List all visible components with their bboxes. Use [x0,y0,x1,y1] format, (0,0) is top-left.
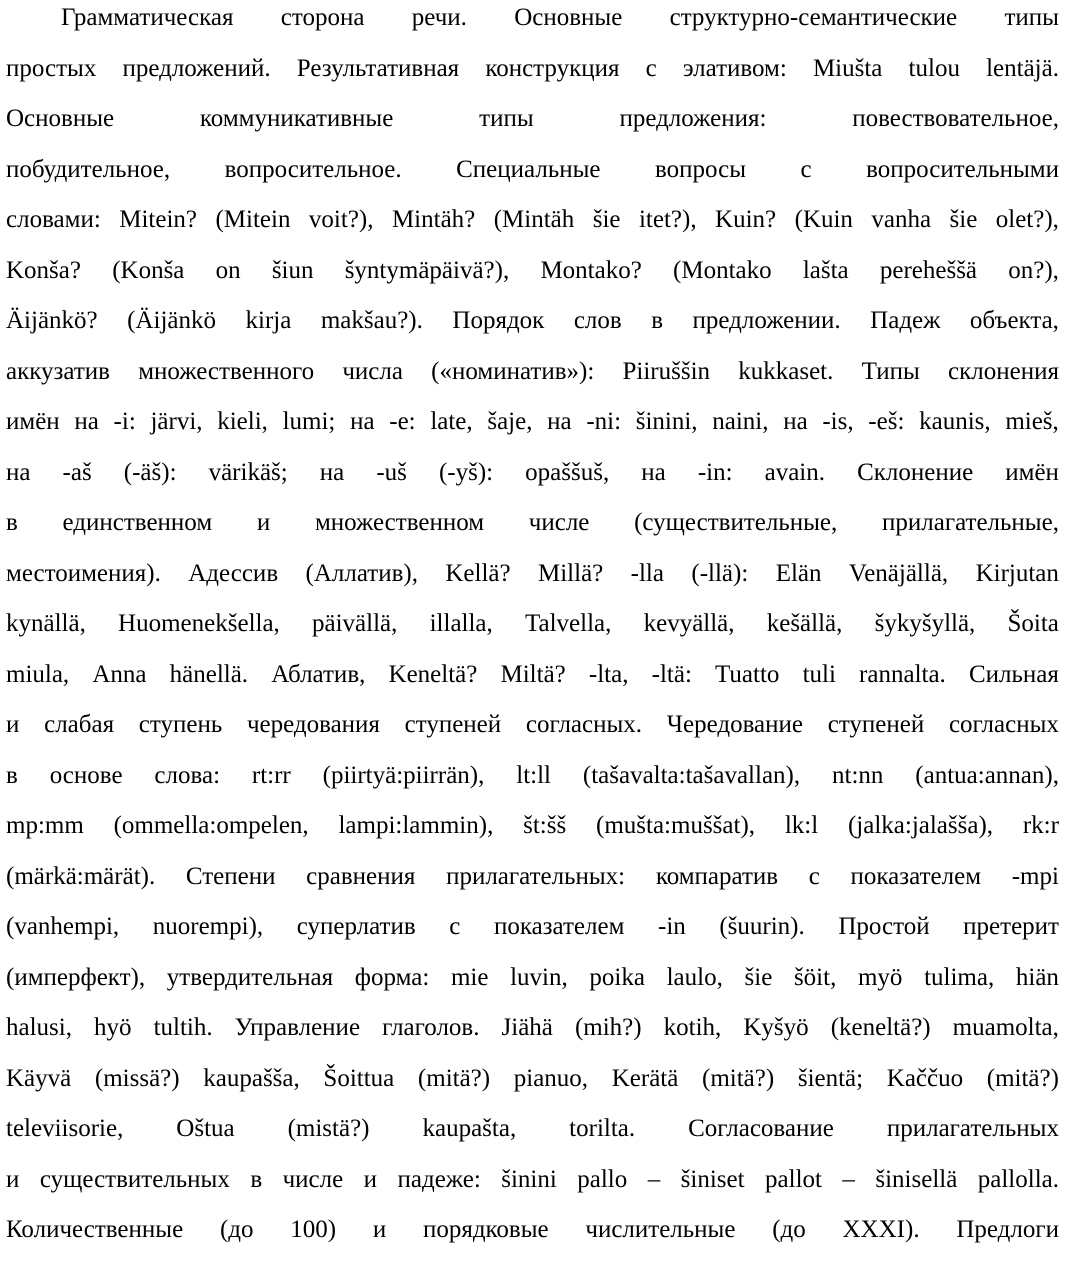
word: на [350,408,375,435]
word: (-äš): [123,458,177,486]
word: прилагательные, [881,509,1059,536]
word: предложения: [619,105,767,132]
word: -aš [62,458,92,486]
word: pallo [577,1165,628,1193]
word: mieš, [1005,408,1059,435]
word: элативом: [682,54,787,82]
text-line [6,354,1059,405]
word: в [250,1165,263,1193]
word: (до [772,1216,806,1243]
word: вопросительными [866,155,1059,183]
word: št:šš [523,812,567,839]
word: šöit, [793,963,837,991]
word: существительных [39,1165,230,1193]
word: Kirjutan [975,559,1059,587]
word: luvin, [510,963,568,991]
word: mie [450,963,489,991]
text-line [6,1212,1059,1263]
word: halusi, [6,1014,72,1041]
word: hiän [1015,963,1059,991]
word: voit?), [308,206,374,233]
word: lumi; [282,408,336,435]
word: (существительные, [634,509,838,536]
word: poika [589,963,645,991]
word: XXXI). [842,1216,920,1243]
word: Šoita [1007,610,1059,637]
text-line [6,1061,1059,1112]
word: Грамматическая [61,4,234,31]
word: (keneltä?) [830,1014,931,1041]
text-line [6,960,1059,1011]
word: kotih, [663,1014,722,1041]
word: -lla [630,559,664,587]
text-line [6,505,1059,556]
word: (Kuin [794,206,853,233]
word: Venäjällä, [848,559,949,587]
word: (mitä?) [702,1064,775,1092]
word: коммуникативные [199,105,394,132]
word: аккузатив [6,357,110,385]
word: -eš: [868,408,905,435]
word: rt:rr [251,761,291,789]
word: Miltä? [500,660,566,688]
word: lampi:lammin), [338,812,494,839]
word: tultih. [153,1014,213,1041]
word: šiniset [680,1165,745,1193]
word: предложений. [122,54,271,82]
word: naini, [712,408,769,435]
word: on [215,256,241,284]
word: (jalka:jalašša), [847,812,994,839]
word: Основные [6,105,115,132]
word: (piirtyä:piirrän), [322,761,485,789]
word: Основные [514,4,623,31]
word: miula, [6,660,70,688]
word: lentäjä. [986,54,1059,82]
word: ступеней [827,711,925,738]
word: tulou [908,54,960,82]
document-page [6,0,1059,1263]
word: kešällä, [766,610,843,637]
word: šinini, [635,408,698,435]
word: Адессив [188,559,279,587]
text-line [6,556,1059,607]
word: šie [744,963,773,991]
word: Mintäh? [391,206,476,233]
word: päivällä, [312,610,398,637]
word: -in [658,913,686,940]
word: падеже: [397,1165,481,1193]
word: Типы [861,357,920,385]
word: -in: [697,458,733,486]
text-line [6,808,1059,859]
word: с [808,862,820,890]
word: -ni: [586,408,622,435]
word: побудительное, [6,155,171,183]
word: (antua:annan), [915,761,1059,789]
word: сторона [280,4,365,31]
text-line [6,253,1059,304]
word: типы [1004,4,1059,31]
word: Согласование [688,1115,834,1142]
word: šiun [271,256,314,284]
word: 100) [290,1216,337,1243]
text-line [6,202,1059,253]
word: värikäš; [208,458,288,486]
word: (ommella:ompelen, [113,812,309,839]
word: речи. [411,4,467,31]
text-line [6,758,1059,809]
word: (-yš): [438,458,494,486]
text-line [6,152,1059,203]
text-line [6,606,1059,657]
word: kieli, [217,408,268,435]
word: сравнения [306,862,416,890]
word: Результативная [296,54,460,82]
word: Падеж [870,307,941,334]
word: имён [1005,458,1059,486]
word: muamolta, [952,1014,1059,1041]
word: mp:mm [6,812,84,839]
word: lk:l [784,812,819,839]
text-line [6,303,1059,354]
word: на [74,408,99,435]
word: показателем [850,862,982,890]
word: структурно-семантические [669,4,958,31]
word: (Konša [112,256,185,284]
word: Huomenekšella, [118,610,280,637]
word: на [547,408,572,435]
word: Äijänkö? [6,307,98,334]
word: -is, [822,408,854,435]
word: pallot [765,1165,822,1193]
word: объекта, [969,307,1059,334]
text-line [6,1010,1059,1061]
word: Kellä? [445,559,511,587]
word: televiisorie, [6,1115,124,1142]
word: Jiähä [501,1014,553,1041]
text-line [6,909,1059,960]
word: lašta [802,256,849,284]
word: компаратив [655,862,779,890]
word: kukkaset. [738,357,834,385]
word: и [256,509,271,536]
word: чередования [246,711,380,738]
text-line [6,0,1059,51]
word: множественном [314,509,485,536]
word: Kaččuo [886,1064,964,1092]
text-line [6,1111,1059,1162]
word: (Mitein [215,206,291,233]
word: основе [49,761,123,789]
word: ступеней [404,711,502,738]
word: Количественные [6,1216,184,1243]
word: Управление [234,1014,361,1041]
word: (Аллатив), [305,559,418,587]
word: Tuatto [715,660,780,688]
word: pallolla. [977,1165,1059,1193]
word: числительные [585,1216,736,1243]
word: (mih?) [574,1014,642,1041]
word: avain. [764,458,825,486]
word: показателем [493,913,625,940]
word: myö [857,963,903,991]
word: Millä? [538,559,604,587]
word: (vanhempi, [6,913,120,940]
word: и [372,1216,387,1243]
word: -uš [376,458,407,486]
word: слабая [44,711,115,738]
word: (имперфект), [6,963,146,991]
word: šyntymäpäivä?), [344,256,510,284]
text-line [6,404,1059,455]
word: прилагательных [886,1115,1059,1142]
word: laulo, [666,963,723,991]
word: Специальные [456,155,601,183]
word: -mpi [1011,862,1059,890]
word: -ltä: [651,660,692,688]
word: повествовательное, [852,105,1059,132]
word: форма: [354,963,430,991]
word: (missä?) [94,1064,180,1092]
word: šaje, [487,408,533,435]
word: lt:ll [516,761,551,789]
word: makšau?). [320,307,423,334]
text-line [6,51,1059,102]
word: на [783,408,808,435]
word: – [647,1165,661,1193]
word: Чередование [666,711,804,738]
word: типы [479,105,534,132]
word: (šuurin). [719,913,805,940]
word: простых [6,54,97,82]
word: Konša? [6,256,81,284]
word: itet?), [638,206,697,233]
word: на [6,458,31,486]
word: opaššuš, [525,458,610,486]
word: числа [342,357,403,385]
word: Kyšyö [743,1014,809,1041]
word: Порядок [452,307,545,334]
word: (mitä?) [986,1064,1059,1092]
word: с [449,913,461,940]
word: kynällä, [6,610,86,637]
word: с [645,54,657,82]
word: Склонение [857,458,974,486]
word: Montako? [540,256,642,284]
word: late, [430,408,473,435]
word: Talvella, [524,610,612,637]
word: в [6,761,18,789]
word: šie [949,206,978,233]
text-line [6,1162,1059,1213]
word: šykyšyllä, [874,610,976,637]
word: Степени [185,862,276,890]
word: (märkä:märät). [6,862,156,890]
word: ступень [138,711,223,738]
word: Elän [775,559,822,587]
word: на [319,458,345,486]
word: предложении. [692,307,841,334]
word: Miušta [812,54,883,82]
word: (tašavalta:tašavallan), [582,761,801,789]
word: (mistä?) [287,1115,370,1142]
word: в [6,509,18,536]
word: Anna [92,660,147,688]
word: järvi, [150,408,203,435]
word: в [651,307,664,334]
word: конструкция [485,54,620,82]
word: (Mintäh [493,206,575,233]
text-line [6,455,1059,506]
word: pianuo, [513,1064,589,1092]
word: rk:r [1022,812,1059,839]
word: согласных [948,711,1059,738]
word: утвердительная [166,963,334,991]
word: Простой [838,913,930,940]
word: порядковые [422,1216,549,1243]
word: словами: [6,206,101,233]
word: hänellä. [169,660,249,688]
word: («номинатив»): [431,357,595,385]
word: глаголов. [382,1014,480,1041]
word: и [6,1165,20,1193]
word: nt:nn [832,761,884,789]
word: – [842,1165,855,1193]
word: -lta, [588,660,629,688]
word: (до [219,1216,254,1243]
word: kaupašta, [422,1115,517,1142]
word: числе [528,509,590,536]
word: Šoittua [323,1064,395,1092]
word: местоимения). [6,559,161,587]
word: kirja [245,307,292,334]
word: šientä; [797,1064,864,1092]
word: Mitein? [119,206,198,233]
word: Предлоги [956,1216,1059,1243]
word: Oštua [176,1115,235,1142]
word: kaunis, [919,408,991,435]
text-line [6,859,1059,910]
word: Сильная [968,660,1059,688]
word: on?), [1008,256,1059,284]
word: претерит [963,913,1059,940]
word: tulima, [924,963,995,991]
word: Piiruššin [622,357,711,385]
word: (mitä?) [417,1064,491,1092]
word: на [641,458,666,486]
word: слова: [154,761,221,789]
word: (mušta:muššat), [596,812,756,839]
word: прилагательных: [446,862,626,890]
word: и [363,1165,378,1193]
word: вопросительное. [224,155,402,183]
word: hyö [94,1014,132,1041]
word: имён [6,408,60,435]
word: вопросы [654,155,747,183]
word: olet?), [995,206,1059,233]
word: šinini [501,1165,557,1193]
word: torilta. [569,1115,636,1142]
word: -i: [113,408,136,435]
word: kevyällä, [643,610,735,637]
word: единственном [62,509,213,536]
word: illalla, [429,610,493,637]
word: (Montako [673,256,772,284]
word: Kuin? [715,206,777,233]
text-line [6,101,1059,152]
text-line [6,657,1059,708]
word: Käyvä [6,1064,72,1092]
word: множественного [138,357,315,385]
word: с [800,155,812,183]
word: и [6,711,20,738]
word: vanha [871,206,932,233]
word: nuorempi), [152,913,264,940]
word: слов [573,307,622,334]
word: Keneltä? [388,660,478,688]
word: суперлатив [296,913,416,940]
word: tuli [802,660,836,688]
word: šinisellä [875,1165,958,1193]
word: -e: [389,408,416,435]
word: согласных. [525,711,643,738]
word: числе [282,1165,344,1193]
word: pereheššä [879,256,978,284]
word: (-llä): [691,559,749,587]
word: rannalta. [859,660,946,688]
text-line [6,707,1059,758]
word: Аблатив, [271,660,366,688]
word: склонения [948,357,1059,385]
word: šie [592,206,621,233]
word: kaupašša, [203,1064,300,1092]
word: (Äijänkö [127,307,217,334]
word: Kerätä [611,1064,679,1092]
